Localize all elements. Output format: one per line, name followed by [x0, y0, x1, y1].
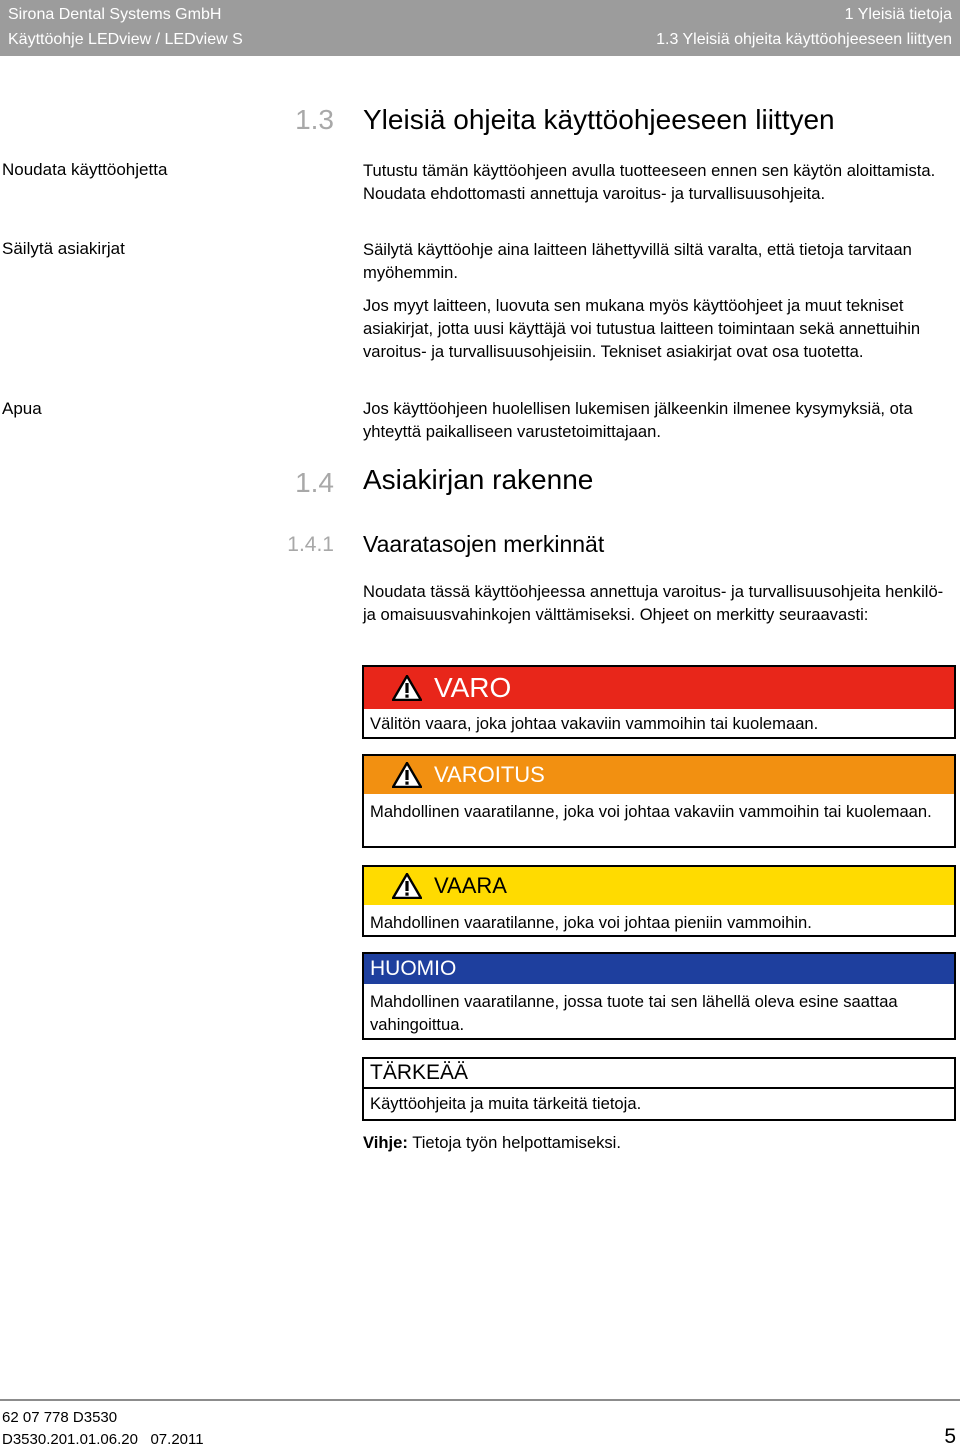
notice-warning [362, 754, 956, 848]
tip-text: Tietoja työn helpottamiseksi. [412, 1133, 621, 1152]
tip [363, 1131, 958, 1154]
margin-note-follow-manual: Noudata käyttöohjetta [2, 160, 168, 179]
notice-notice [362, 952, 956, 1040]
margin-note-keep-documents: Säilytä asiakirjat [2, 239, 125, 258]
notice-text: Mahdollinen vaaratilanne, joka voi johtaa vakaviin vammoihin tai kuolemaan. [370, 802, 932, 821]
notice-header [364, 756, 954, 794]
paragraph: Jos käyttöohjeen huolellisen lukemisen jälkeenkin ilmenee kysymyksiä, ota yhteyttä paikalliseen varustetoimittajaan. [363, 399, 913, 441]
notice-header [364, 1059, 954, 1089]
notice-important [362, 1057, 956, 1121]
notice-text: Välitön vaara, joka johtaa vakaviin vammoihin tai kuolemaan. [370, 714, 819, 733]
footer-divider [0, 1399, 960, 1401]
notice-danger [362, 665, 956, 739]
notice-label: VAROITUS [434, 762, 545, 787]
warning-triangle-icon [392, 675, 422, 701]
notice-header [364, 867, 954, 905]
page-number: 5 [944, 1425, 956, 1448]
notice-header [364, 667, 954, 709]
notice-text: Käyttöohjeita ja muita tärkeitä tietoja. [370, 1094, 642, 1113]
paragraph: Noudata tässä käyttöohjeessa annettuja varoitus- ja turvallisuusohjeita henkilö- ja omaisuusvahinkojen välttämiseksi. Ohjeet on merkitty seuraavasti: [363, 582, 944, 624]
footer-date: 07.2011 [150, 1431, 204, 1448]
notice-label: VAARA [434, 873, 507, 898]
footer-doc-code-value: D3530.201.01.06.20 [2, 1431, 138, 1448]
header-company: Sirona Dental Systems GmbH [8, 6, 222, 23]
section-title: Yleisiä ohjeita käyttöohjeeseen liittyen [363, 104, 835, 135]
footer-doc-code [2, 1431, 204, 1449]
paragraph: Jos myyt laitteen, luovuta sen mukana myös käyttöohjeet ja muut tekniset asiakirjat, jotta uusi käyttäjä voi tutustua laitteen toimintaan sekä annettuihin varoitus- ja turvallisuusohjeisiin. Tekniset asiakirjat ovat osa tuotetta. [363, 296, 921, 361]
notice-text: Mahdollinen vaaratilanne, joka voi johtaa pieniin vammoihin. [370, 913, 812, 932]
paragraph: Tutustu tämän käyttöohjeen avulla tuotteeseen ennen sen käytön aloittamista. Noudata ehdottomasti annettuja varoitus- ja turvallisuusohjeita. [363, 161, 936, 203]
header-manual-title: Käyttöohje LEDview / LEDview S [8, 31, 243, 48]
notice-caution [362, 865, 956, 937]
notice-label: VARO [434, 672, 512, 703]
paragraph: Säilytä käyttöohje aina laitteen lähettyvillä siltä varalta, että tietoja tarvitaan myöhemmin. [363, 240, 912, 282]
section-number: 1.3 [295, 104, 334, 135]
header-chapter: 1 Yleisiä tietoja [844, 6, 952, 23]
warning-triangle-icon [392, 873, 422, 899]
notice-label: TÄRKEÄÄ [370, 1061, 469, 1084]
notice-label: HUOMIO [370, 957, 457, 980]
subsection-number: 1.4.1 [287, 533, 334, 556]
warning-triangle-icon [392, 762, 422, 788]
notice-text: Mahdollinen vaaratilanne, jossa tuote tai sen lähellä oleva esine saattaa vahingoittua. [370, 992, 898, 1034]
page-header [0, 0, 960, 56]
section-title: Asiakirjan rakenne [363, 464, 594, 495]
header-section: 1.3 Yleisiä ohjeita käyttöohjeeseen liittyen [656, 31, 952, 48]
section-number: 1.4 [295, 467, 334, 498]
tip-label: Vihje: [363, 1133, 408, 1152]
margin-note-help: Apua [2, 399, 42, 418]
footer-doc-number: 62 07 778 D3530 [2, 1409, 118, 1426]
notice-header [364, 954, 954, 984]
subsection-title: Vaaratasojen merkinnät [363, 531, 605, 557]
